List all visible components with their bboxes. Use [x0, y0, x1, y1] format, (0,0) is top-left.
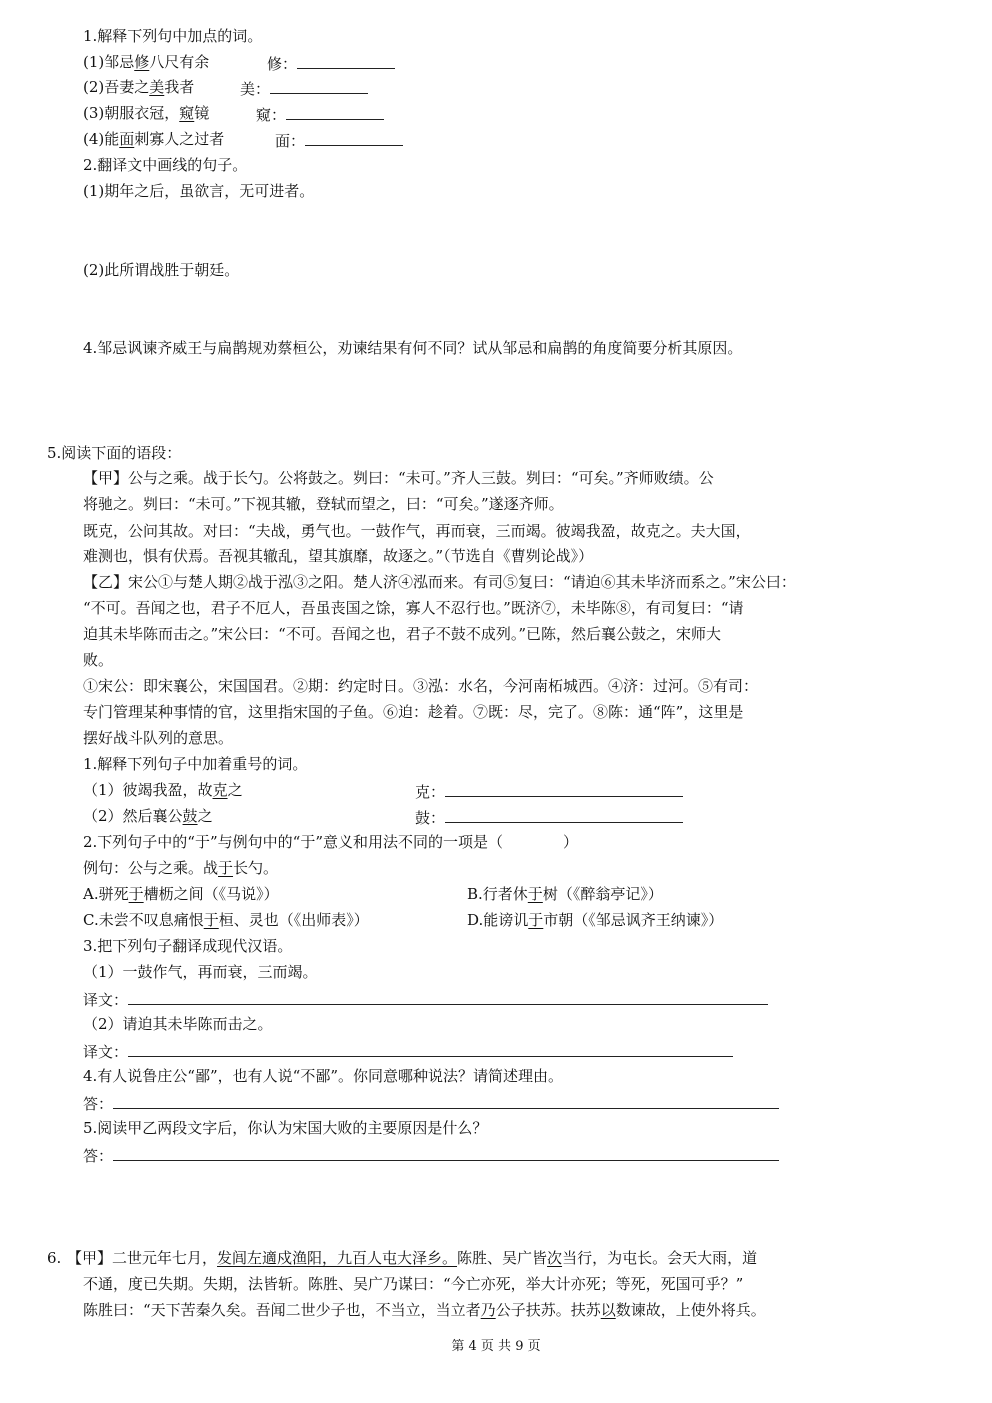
answer-blank[interactable] — [305, 129, 403, 146]
key-word: 克 — [212, 781, 228, 799]
s5-intro: 5.阅读下面的语段： — [47, 444, 182, 462]
answer-blank[interactable] — [286, 103, 384, 120]
s1-q1-item-2: (2)吾妻之美我者 — [83, 78, 195, 96]
key-word: 以 — [600, 1301, 616, 1319]
s1-q4: 4.邹忌讽谏齐威王与扁鹊规劝蔡桓公，劝谏结果有何不同？试从邹忌和扁鹊的角度简要分析其原因。 — [83, 339, 743, 357]
key-word: 乃 — [480, 1301, 496, 1319]
s5-q3-title: 3.把下列句子翻译成现代汉语。 — [83, 937, 293, 955]
key-word: 于 — [203, 911, 219, 929]
answer-blank[interactable] — [128, 988, 768, 1005]
s5-yi-line-2: “不可。吾闻之也，君子不厄人，吾虽丧国之馀，寡人不忍行也。”既济⑦，未毕陈⑧，有司复曰：“请 — [83, 599, 744, 617]
s5-q3-translate-2: 译文： — [83, 1040, 733, 1062]
answer-blank[interactable] — [113, 1144, 779, 1161]
s5-q3-item-2: （2）请迫其未毕陈而击之。 — [83, 1015, 273, 1033]
s5-q1-item-2: （2）然后襄公鼓之 — [83, 807, 213, 825]
s5-q5-answer: 答： — [83, 1144, 779, 1166]
s5-yi-line-3: 迫其未毕陈而击之。”宋公曰：“不可。吾闻之也，君子不鼓不成列。”已陈，然后襄公鼓之，宋师大 — [83, 625, 722, 643]
s5-q5: 5.阅读甲乙两段文字后，你认为宋国大败的主要原因是什么？ — [83, 1119, 488, 1137]
s5-q3-translate-1: 译文： — [83, 988, 768, 1010]
key-word: 鼓 — [182, 807, 198, 825]
s1-q1-label-1: 修： — [267, 52, 395, 74]
s1-q1-label-4: 面： — [275, 129, 403, 151]
s5-notes-line-1: ①宋公：即宋襄公，宋国国君。②期：约定时日。③泓：水名，今河南柘城西。④济：过河。⑤有司： — [83, 677, 759, 695]
key-word: 修 — [134, 53, 150, 71]
s1-q1-label-2: 美： — [240, 77, 368, 99]
s5-q2-option-b[interactable]: B.行者休于树（《醉翁亭记》） — [467, 885, 663, 903]
s5-notes-line-2: 专门管理某种事情的官，这里指宋国的子鱼。⑥迫：趁着。⑦既：尽，完了。⑧陈：通“阵”，这里是 — [83, 703, 744, 721]
s5-q4: 4.有人说鲁庄公“鄙”，也有人说“不鄙”。你同意哪种说法？请简述理由。 — [83, 1067, 563, 1085]
key-word: 面 — [119, 130, 135, 148]
s1-q2-item-2: (2)此所谓战胜于朝廷。 — [83, 261, 240, 279]
s1-q1-item-3: (3)朝服衣冠，窥镜 — [83, 104, 210, 122]
answer-blank[interactable] — [445, 806, 683, 823]
s5-q1-item-1: （1）彼竭我盈，故克之 — [83, 781, 243, 799]
key-word: 于 — [528, 911, 544, 929]
s5-yi-line-4: 败。 — [83, 651, 114, 669]
s6-line-2: 不通，度已失期。失期，法皆斩。陈胜、吴广乃谋曰：“今亡亦死，举大计亦死；等死，死国可乎？” — [83, 1275, 744, 1293]
s5-q1-title: 1.解释下列句子中加着重号的词。 — [83, 755, 308, 773]
s1-q1-item-4: (4)能面刺寡人之过者 — [83, 130, 225, 148]
key-word: 于 — [218, 859, 234, 877]
s5-q2-option-d[interactable]: D.能谤讥于市朝（《邹忌讽齐王纳谏》） — [467, 911, 724, 929]
s1-q2-title: 2.翻译文中画线的句子。 — [83, 156, 248, 174]
s5-yi-line-1: 【乙】宋公①与楚人期②战于泓③之阳。楚人济④泓而来。有司⑤复曰：“请迫⑥其未毕济而系之。”宋公曰： — [83, 573, 796, 591]
s5-q1-label-2: 鼓： — [415, 806, 683, 828]
s5-q1-label-1: 克： — [415, 780, 683, 802]
answer-blank[interactable] — [445, 780, 683, 797]
underlined-sentence: 发闾左適戍渔阳，九百人屯大泽乡。 — [217, 1249, 458, 1267]
s1-q1-label-3: 窥： — [256, 103, 384, 125]
page-footer: 第 4 页 共 9 页 — [451, 1339, 541, 1354]
s5-q2-option-c[interactable]: C.未尝不叹息痛恨于桓、灵也（《出师表》） — [83, 911, 369, 929]
answer-blank[interactable] — [270, 77, 368, 94]
s5-notes-line-3: 摆好战斗队列的意思。 — [83, 729, 234, 747]
s5-jia-line-4: 难测也，惧有伏焉。吾视其辙乱，望其旗靡，故逐之。”（节选自《曹刿论战》） — [83, 547, 594, 565]
s5-jia-line-3: 既克，公问其故。对曰：“夫战，勇气也。一鼓作气，再而衰，三而竭。彼竭我盈，故克之。夫大国， — [83, 522, 751, 540]
s5-q2-example: 例句：公与之乘。战于长勺。 — [83, 859, 279, 877]
key-word: 次 — [547, 1249, 563, 1267]
s5-jia-line-2: 将驰之。刿曰：“未可。”下视其辙，登轼而望之，曰：“可矣。”遂逐齐师。 — [83, 495, 564, 513]
key-word: 于 — [527, 885, 543, 903]
s5-q2-title: 2.下列句子中的“于”与例句中的“于”意义和用法不同的一项是（ ） — [83, 833, 578, 851]
s6-line-1: 【甲】二世元年七月，发闾左適戍渔阳，九百人屯大泽乡。陈胜、吴广皆次当行，为屯长。会天大雨，道 — [67, 1249, 758, 1267]
answer-blank[interactable] — [128, 1040, 733, 1057]
answer-blank[interactable] — [113, 1092, 779, 1109]
s5-jia-line-1: 【甲】公与之乘。战于长勺。公将鼓之。刿曰：“未可。”齐人三鼓。刿曰：“可矣。”齐师败绩。公 — [83, 469, 714, 487]
s5-q4-answer: 答： — [83, 1092, 779, 1114]
key-word: 窥 — [179, 104, 195, 122]
answer-blank[interactable] — [297, 52, 395, 69]
s6-line-3: 陈胜曰：“天下苦秦久矣。吾闻二世少子也，不当立，当立者乃公子扶苏。扶苏以数谏故，上使外将兵。 — [83, 1301, 766, 1319]
s1-q1-item-1: (1)邹忌修八尺有余 — [83, 53, 210, 71]
s5-q2-option-a[interactable]: A.骈死于槽枥之间（《马说》） — [83, 885, 279, 903]
s1-q2-item-1: (1)期年之后，虽欲言，无可进者。 — [83, 182, 315, 200]
key-word: 于 — [128, 885, 144, 903]
key-word: 美 — [149, 78, 165, 96]
s1-q1-title: 1.解释下列句中加点的词。 — [83, 27, 263, 45]
s5-q3-item-1: （1）一鼓作气，再而衰，三而竭。 — [83, 963, 318, 981]
s6-number: 6. — [47, 1249, 62, 1267]
